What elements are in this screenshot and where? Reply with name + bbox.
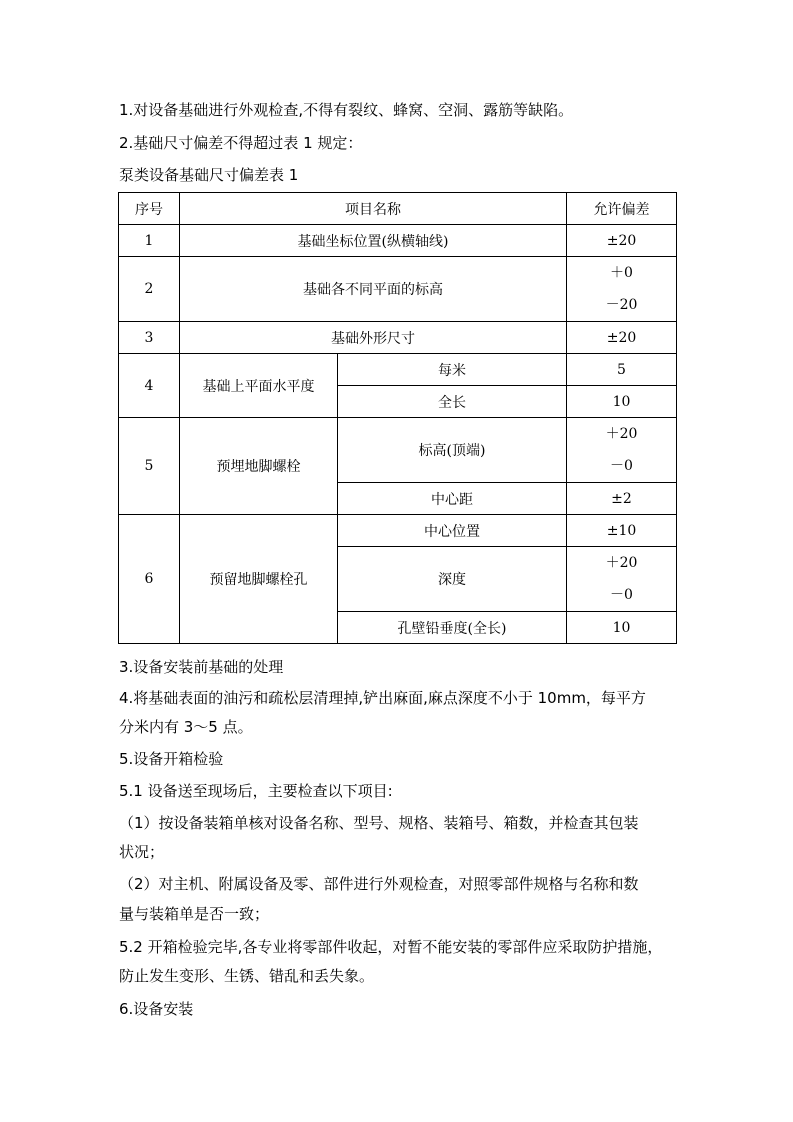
- row-subitem: 中心位置: [338, 515, 567, 547]
- row-subitem: 中心距: [338, 483, 567, 515]
- tolerance-lower: －20: [605, 297, 638, 313]
- row-name: 预埋地脚螺栓: [180, 418, 338, 515]
- row-tolerance: ±2: [567, 483, 677, 515]
- row-name: 基础外形尺寸: [180, 322, 567, 354]
- row-tolerance: [567, 257, 677, 322]
- paragraph-6: 6.设备安装: [119, 1000, 194, 1018]
- row-no: 4: [119, 354, 180, 418]
- row-tolerance: ±20: [567, 225, 677, 257]
- table-row: [119, 418, 677, 483]
- paragraph-5-1: 5.1 设备送至现场后，主要检查以下项目:: [119, 782, 393, 800]
- row-no: 1: [119, 225, 180, 257]
- header-tolerance: 允许偏差: [567, 193, 677, 225]
- row-subitem: 每米: [338, 354, 567, 386]
- row-no: 2: [119, 257, 180, 322]
- table-header-row: [119, 193, 677, 225]
- row-tolerance: 5: [567, 354, 677, 386]
- paragraph-4-cont: 分米内有 3～5 点。: [119, 718, 253, 736]
- table-row: [119, 225, 677, 257]
- row-no: 3: [119, 322, 180, 354]
- row-tolerance: ±10: [567, 515, 677, 547]
- row-subitem: 标高(顶端): [338, 418, 567, 483]
- tolerance-table: [118, 192, 677, 644]
- row-tolerance: [567, 418, 677, 483]
- row-name: 基础各不同平面的标高: [180, 257, 567, 322]
- paragraph-3: 3.设备安装前基础的处理: [119, 658, 284, 676]
- paragraph-5-1-item-1-cont: 状况；: [119, 843, 165, 861]
- row-name: 预留地脚螺栓孔: [180, 515, 338, 644]
- header-name: 项目名称: [180, 193, 567, 225]
- paragraph-5-2: 5.2 开箱检验完毕,各专业将零部件收起，对暂不能安装的零部件应采取防护措施，: [119, 938, 663, 956]
- paragraph-5-1-item-1: （1）按设备装箱单核对设备名称、型号、规格、装箱号、箱数，并检查其包装: [119, 814, 639, 832]
- row-subitem: 深度: [338, 547, 567, 612]
- table-row: [119, 515, 677, 547]
- row-tolerance: 10: [567, 386, 677, 418]
- tolerance-upper: ＋20: [605, 426, 638, 442]
- row-subitem: 全长: [338, 386, 567, 418]
- row-tolerance: 10: [567, 612, 677, 644]
- row-tolerance: ±20: [567, 322, 677, 354]
- row-name: 基础坐标位置(纵横轴线): [180, 225, 567, 257]
- tolerance-upper: ＋0: [610, 265, 633, 281]
- row-no: 6: [119, 515, 180, 644]
- row-no: 5: [119, 418, 180, 515]
- paragraph-5-2-cont: 防止发生变形、生锈、错乱和丢失象。: [119, 967, 375, 985]
- tolerance-lower: －0: [610, 587, 633, 603]
- table-caption: 泵类设备基础尺寸偏差表 1: [119, 166, 299, 184]
- paragraph-4: 4.将基础表面的油污和疏松层清理掉,铲出麻面,麻点深度不小于 10mm，每平方: [119, 689, 646, 707]
- row-name: 基础上平面水平度: [180, 354, 338, 418]
- header-no: 序号: [119, 193, 180, 225]
- paragraph-5-1-item-2-cont: 量与装箱单是否一致；: [119, 905, 270, 923]
- table-row: [119, 354, 677, 386]
- table-row: [119, 257, 677, 322]
- tolerance-upper: ＋20: [605, 555, 638, 571]
- row-subitem: 孔壁铅垂度(全长): [338, 612, 567, 644]
- paragraph-1: 1.对设备基础进行外观检查,不得有裂纹、蜂窝、空洞、露筋等缺陷。: [119, 101, 574, 119]
- paragraph-2: 2.基础尺寸偏差不得超过表 1 规定：: [119, 134, 363, 152]
- row-tolerance: [567, 547, 677, 612]
- table-row: [119, 322, 677, 354]
- paragraph-5-1-item-2: （2）对主机、附属设备及零、部件进行外观检查，对照零部件规格与名称和数: [119, 875, 639, 893]
- tolerance-lower: －0: [610, 458, 633, 474]
- paragraph-5: 5.设备开箱检验: [119, 750, 224, 768]
